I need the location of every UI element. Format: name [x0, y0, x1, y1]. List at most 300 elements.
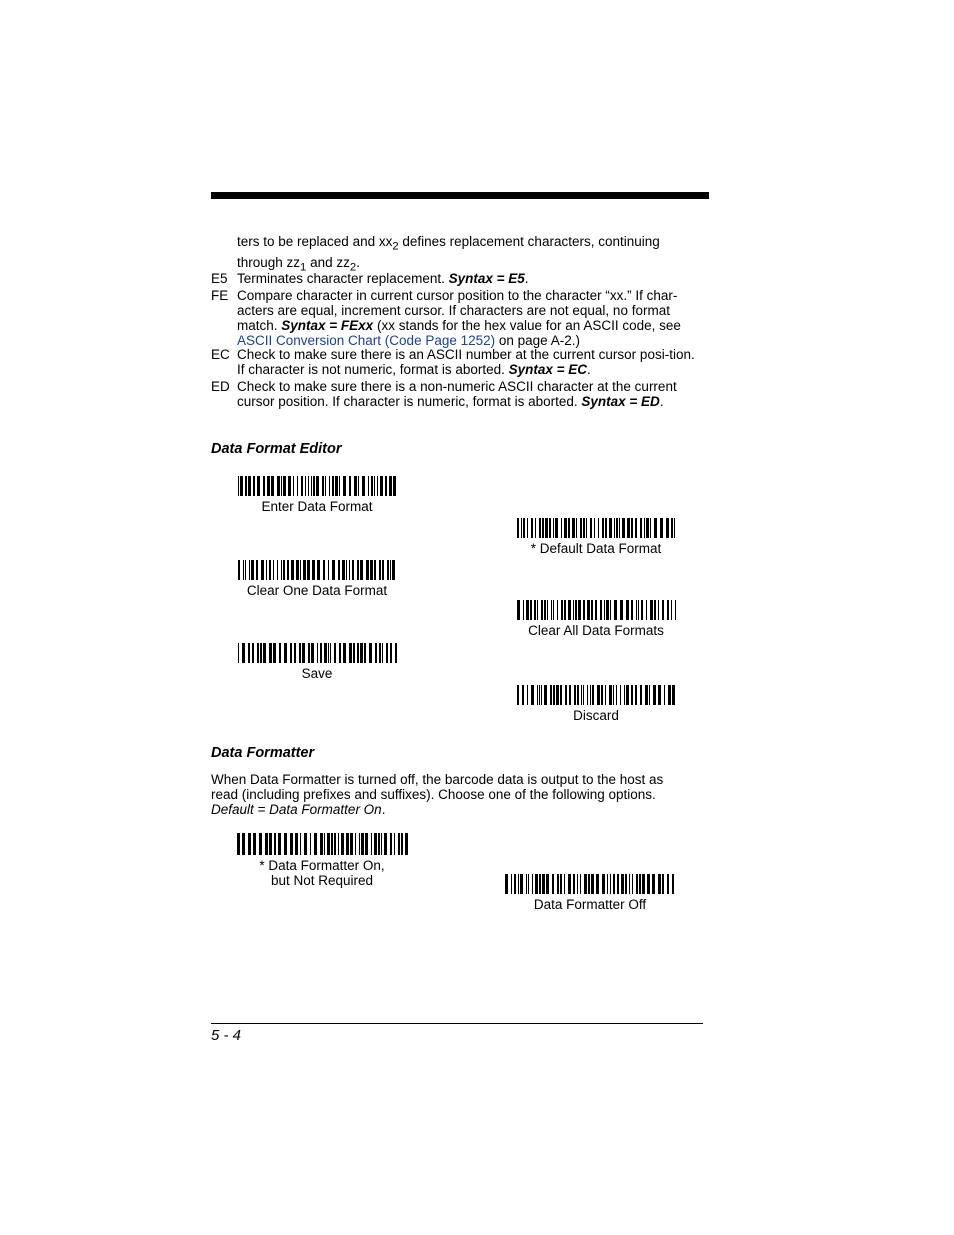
barcode-bar: [279, 643, 281, 663]
barcode-bar: [577, 874, 578, 894]
barcode-bar: [307, 560, 310, 580]
barcode-label: Save: [301, 666, 333, 681]
command-code: E5: [211, 271, 228, 286]
barcode-bar: [523, 600, 524, 620]
barcode-bar: [660, 518, 663, 538]
barcode-bar: [300, 833, 301, 855]
section-title-formatter: Data Formatter: [211, 745, 315, 761]
barcode-bar: [564, 874, 565, 894]
barcode-bar: [584, 874, 587, 894]
barcode-bar: [259, 833, 262, 855]
barcode-bar: [253, 833, 256, 855]
barcode-bar: [555, 518, 558, 538]
barcode-bar: [362, 476, 365, 496]
barcode-bar: [371, 476, 373, 496]
barcode-bar: [662, 600, 664, 620]
barcode-bar: [248, 476, 251, 496]
barcode-bar: [596, 874, 599, 894]
barcode-data-formatter-off[interactable]: [490, 874, 690, 912]
barcode-bar: [308, 643, 310, 663]
barcode-bar: [561, 600, 563, 620]
barcode-bar: [256, 560, 258, 580]
barcode-bar: [281, 476, 282, 496]
barcode-bar: [627, 518, 630, 538]
barcode-bar: [580, 874, 581, 894]
barcode-bar: [313, 476, 315, 496]
barcode-bar: [365, 833, 368, 855]
barcode-bar: [671, 600, 672, 620]
barcode-bar: [511, 874, 512, 894]
barcode-bar: [640, 518, 642, 538]
barcode-icon: [517, 518, 676, 538]
barcode-bar: [531, 685, 534, 705]
barcode-clear-all-data-formats[interactable]: [496, 600, 696, 638]
barcode-discard[interactable]: [496, 685, 696, 723]
barcode-bar: [392, 560, 395, 580]
barcode-bar: [277, 560, 278, 580]
subscript: 2: [349, 261, 357, 274]
barcode-bar: [518, 874, 519, 894]
barcode-bar: [547, 600, 548, 620]
intro-text: ters to be replaced and xx: [237, 234, 393, 249]
barcode-bar: [287, 560, 289, 580]
barcode-bar: [592, 685, 594, 705]
barcode-bar: [379, 560, 381, 580]
barcode-bar: [639, 874, 641, 894]
barcode-bar: [334, 833, 336, 855]
barcode-bar: [517, 518, 519, 538]
barcode-bar: [532, 874, 533, 894]
syntax: Syntax = ED: [581, 394, 660, 409]
barcode-bar: [580, 518, 582, 538]
barcode-bar: [641, 600, 643, 620]
barcode-bar: [384, 833, 387, 855]
barcode-bar: [302, 643, 305, 663]
barcode-bar: [564, 518, 567, 538]
barcode-bar: [534, 600, 536, 620]
command-code: ED: [211, 379, 230, 394]
barcode-bar: [273, 643, 276, 663]
syntax: Syntax = E5: [448, 271, 525, 286]
barcode-bar: [520, 874, 523, 894]
barcode-bar: [341, 833, 344, 855]
barcode-bar: [653, 685, 656, 705]
barcode-bar: [544, 685, 547, 705]
barcode-icon: [517, 685, 676, 705]
command-description: Compare character in current cursor position to the character “xx.” If char-acters are equal, increment cursor. If characters are not equal, no format match. Syntax = FExx (xx stands for the hex value for an ASCII code, see ASCII Conversion Chart (Code Page 1252) on page A-2.): [237, 288, 681, 348]
barcode-bar: [346, 560, 347, 580]
command-description: Check to make sure there is an ASCII number at the current cursor posi-tion. If character is not numeric, format is aborted. Syntax = EC.: [237, 347, 695, 377]
barcode-bar: [308, 476, 309, 496]
barcode-bar: [602, 518, 604, 538]
barcode-bar: [631, 685, 633, 705]
barcode-bar: [386, 643, 388, 663]
barcode-bar: [652, 874, 655, 894]
barcode-bar: [646, 518, 649, 538]
barcode-bar: [296, 560, 299, 580]
barcode-bar: [240, 476, 243, 496]
barcode-bar: [389, 476, 392, 496]
barcode-bar: [610, 874, 611, 894]
barcode-bar: [672, 685, 675, 705]
barcode-bar: [283, 476, 286, 496]
syntax: Syntax = FExx: [281, 318, 374, 333]
barcode-bar: [522, 685, 524, 705]
barcode-bar: [252, 643, 254, 663]
barcode-bar: [261, 560, 264, 580]
barcode-bar: [638, 600, 639, 620]
barcode-bar: [385, 476, 387, 496]
barcode-bar: [312, 560, 315, 580]
barcode-bar: [393, 476, 396, 496]
section-title-editor: Data Format Editor: [211, 441, 342, 457]
barcode-bar: [636, 600, 637, 620]
barcode-data-formatter-on[interactable]: [222, 833, 422, 888]
barcode-bar: [290, 833, 293, 855]
barcode-bar: [369, 643, 372, 663]
barcode-bar: [605, 518, 607, 538]
barcode-bar: [614, 518, 615, 538]
barcode-bar: [544, 600, 546, 620]
barcode-bar: [354, 476, 357, 496]
barcode-bar: [539, 685, 540, 705]
barcode-bar: [334, 643, 336, 663]
barcode-bar: [588, 874, 590, 894]
barcode-bar: [527, 685, 528, 705]
barcode-bar: [645, 685, 648, 705]
barcode-bar: [382, 643, 383, 663]
barcode-bar: [260, 643, 262, 663]
barcode-bar: [649, 685, 650, 705]
barcode-bar: [575, 600, 577, 620]
barcode-bar: [379, 643, 381, 663]
barcode-bar: [346, 833, 349, 855]
barcode-bar: [658, 874, 661, 894]
barcode-bar: [591, 874, 594, 894]
barcode-bar: [338, 833, 339, 855]
barcode-bar: [343, 643, 346, 663]
barcode-bar: [654, 518, 657, 538]
barcode-bar: [609, 685, 612, 705]
barcode-bar: [601, 685, 603, 705]
barcode-bar: [658, 600, 659, 620]
barcode-bar: [381, 833, 382, 855]
barcode-bar: [598, 518, 599, 538]
barcode-bar: [374, 560, 376, 580]
barcode-bar: [324, 833, 325, 855]
barcode-bar: [294, 643, 296, 663]
barcode-bar: [269, 643, 272, 663]
barcode-bar: [591, 600, 593, 620]
barcode-bar: [322, 476, 324, 496]
barcode-bar: [654, 600, 656, 620]
barcode-bar: [650, 600, 653, 620]
barcode-bar: [378, 833, 380, 855]
barcode-bar: [523, 518, 525, 538]
header-rule: [211, 192, 709, 199]
barcode-bar: [301, 476, 303, 496]
barcode-bar: [564, 600, 566, 620]
barcode-bar: [343, 476, 346, 496]
barcode-icon: [237, 833, 408, 855]
barcode-bar: [521, 518, 522, 538]
barcode-bar: [613, 685, 614, 705]
barcode-bar: [269, 833, 272, 855]
barcode-bar: [263, 476, 265, 496]
barcode-bar: [594, 518, 595, 538]
barcode-bar: [395, 643, 397, 663]
barcode-bar: [597, 685, 600, 705]
barcode-bar: [667, 600, 669, 620]
barcode-bar: [549, 518, 551, 538]
barcode-bar: [360, 643, 363, 663]
barcode-bar: [546, 874, 549, 894]
barcode-enter-data-format[interactable]: [217, 476, 417, 514]
barcode-bar: [622, 518, 625, 538]
barcode-bar: [590, 518, 592, 538]
syntax: Syntax = EC: [508, 362, 588, 377]
barcode-bar: [317, 560, 320, 580]
barcode-bar: [358, 476, 359, 496]
barcode-bar: [658, 685, 661, 705]
barcode-bar: [542, 874, 545, 894]
barcode-bar: [349, 643, 352, 663]
barcode-bar: [614, 600, 617, 620]
barcode-icon: [238, 643, 397, 663]
barcode-bar: [248, 643, 250, 663]
barcode-bar: [616, 518, 618, 538]
command-description: Check to make sure there is a non-numeric ASCII character at the current cursor position. If character is numeric, format is aborted. Syntax = ED.: [237, 379, 677, 409]
barcode-bar: [573, 874, 575, 894]
barcode-bar: [535, 874, 538, 894]
barcode-bar: [242, 643, 245, 663]
barcode-bar: [352, 560, 354, 580]
barcode-bar: [257, 476, 260, 496]
barcode-bar: [636, 874, 638, 894]
barcode-bar: [349, 476, 351, 496]
barcode-icon: [238, 560, 397, 580]
barcode-bar: [557, 600, 558, 620]
barcode-bar: [552, 874, 554, 894]
barcode-bar: [551, 600, 552, 620]
barcode-bar: [339, 476, 340, 496]
barcode-bar: [238, 643, 239, 663]
barcode-bar: [316, 476, 319, 496]
barcode-bar: [517, 600, 520, 620]
barcode-bar: [390, 643, 392, 663]
barcode-default-data-format[interactable]: [496, 518, 696, 556]
barcode-bar: [387, 560, 389, 580]
barcode-bar: [328, 560, 329, 580]
barcode-bar: [568, 600, 571, 620]
barcode-bar: [553, 600, 554, 620]
barcode-bar: [271, 476, 274, 496]
barcode-bar: [595, 600, 597, 620]
barcode-bar: [349, 560, 350, 580]
barcode-label: Clear One Data Format: [246, 583, 388, 598]
barcode-bar: [327, 833, 330, 855]
barcode-bar: [251, 560, 254, 580]
barcode-bar: [561, 518, 562, 538]
barcode-bar: [320, 833, 323, 855]
barcode-bar: [619, 518, 620, 538]
barcode-bar: [299, 643, 301, 663]
barcode-bar: [632, 874, 633, 894]
barcode-bar: [325, 476, 326, 496]
barcode-bar: [266, 560, 267, 580]
barcode-bar: [342, 560, 345, 580]
barcode-bar: [587, 600, 590, 620]
command-code: FE: [211, 288, 229, 303]
barcode-bar: [249, 560, 250, 580]
barcode-bar: [668, 685, 671, 705]
barcode-bar: [617, 874, 619, 894]
barcode-bar: [610, 600, 611, 620]
barcode-bar: [560, 685, 562, 705]
barcode-bar: [583, 600, 585, 620]
barcode-bar: [267, 476, 270, 496]
barcode-bar: [642, 874, 645, 894]
barcode-icon: [238, 476, 397, 496]
barcode-bar: [357, 643, 359, 663]
barcode-bar: [311, 643, 314, 663]
barcode-bar: [237, 833, 240, 855]
barcode-bar: [370, 560, 373, 580]
barcode-bar: [242, 833, 245, 855]
barcode-bar: [324, 643, 327, 663]
barcode-bar: [528, 874, 529, 894]
barcode-bar: [539, 874, 541, 894]
barcode-bar: [314, 833, 317, 855]
command-code: EC: [211, 347, 230, 362]
barcode-bar: [361, 833, 364, 855]
barcode-bar: [517, 685, 519, 705]
barcode-bar: [537, 600, 538, 620]
barcode-bar: [303, 560, 306, 580]
barcode-bar: [300, 560, 301, 580]
barcode-bar: [635, 518, 637, 538]
barcode-bar: [530, 600, 532, 620]
barcode-bar: [671, 518, 673, 538]
barcode-bar: [535, 518, 536, 538]
barcode-bar: [620, 685, 621, 705]
barcode-save[interactable]: [217, 643, 417, 681]
barcode-bar: [545, 518, 548, 538]
barcode-bar: [355, 833, 356, 855]
barcode-bar: [359, 833, 360, 855]
barcode-bar: [672, 874, 674, 894]
barcode-bar: [238, 560, 240, 580]
barcode-bar: [606, 600, 609, 620]
barcode-icon: [505, 874, 676, 894]
barcode-bar: [357, 560, 359, 580]
barcode-bar: [578, 600, 581, 620]
barcode-bar: [514, 874, 516, 894]
barcode-bar: [377, 476, 378, 496]
barcode-bar: [382, 560, 384, 580]
barcode-bar: [353, 643, 355, 663]
barcode-bar: [374, 476, 375, 496]
barcode-bar: [586, 518, 587, 538]
barcode-bar: [577, 685, 579, 705]
barcode-bar: [624, 685, 625, 705]
barcode-bar: [550, 685, 552, 705]
barcode-bar: [600, 600, 602, 620]
barcode-label: Discard: [573, 708, 619, 723]
barcode-bar: [541, 685, 542, 705]
barcode-bar: [371, 833, 372, 855]
barcode-bar: [576, 518, 577, 538]
barcode-bar: [257, 643, 259, 663]
barcode-bar: [284, 643, 287, 663]
barcode-bar: [569, 685, 571, 705]
barcode-label: Data Formatter Off: [533, 897, 647, 912]
barcode-bar: [631, 518, 633, 538]
barcode-bar: [553, 518, 554, 538]
barcode-bar: [626, 685, 629, 705]
barcode-bar: [560, 874, 562, 894]
barcode-bar: [556, 685, 559, 705]
barcode-bar: [317, 643, 318, 663]
barcode-bar: [541, 600, 543, 620]
barcode-bar: [674, 518, 675, 538]
barcode-bar: [568, 874, 571, 894]
barcode-bar: [364, 643, 366, 663]
barcode-bar: [238, 476, 239, 496]
subscript: 1: [300, 261, 307, 274]
barcode-bar: [613, 874, 615, 894]
page-number: 5 - 4: [211, 1027, 242, 1044]
barcode-bar: [581, 685, 582, 705]
barcode-bar: [590, 685, 591, 705]
barcode-bar: [339, 643, 341, 663]
barcode-bar: [537, 685, 538, 705]
barcode-bar: [243, 560, 244, 580]
barcode-bar: [269, 560, 271, 580]
barcode-bar: [539, 518, 541, 538]
barcode-bar: [295, 833, 298, 855]
barcode-bar: [297, 476, 298, 496]
command-description: Terminates character replacement. Syntax = E5.: [237, 271, 529, 286]
ascii-chart-link[interactable]: ASCII Conversion Chart (Code Page 1252): [237, 333, 496, 348]
barcode-bar: [332, 476, 334, 496]
barcode-bar: [311, 476, 312, 496]
barcode-bar: [565, 685, 567, 705]
barcode-bar: [621, 874, 624, 894]
barcode-bar: [394, 833, 395, 855]
barcode-bar: [329, 476, 330, 496]
barcode-bar: [331, 833, 333, 855]
barcode-bar: [360, 560, 363, 580]
barcode-bar: [375, 643, 377, 663]
barcode-bar: [332, 560, 335, 580]
barcode-clear-one-data-format[interactable]: [217, 560, 417, 598]
barcode-bar: [390, 833, 392, 855]
barcode-bar: [305, 476, 306, 496]
barcode-bar: [253, 476, 255, 496]
barcode-bar: [398, 833, 400, 855]
default-note: Default = Data Formatter On: [211, 802, 382, 817]
barcode-bar: [629, 874, 630, 894]
barcode-bar: [288, 476, 291, 496]
barcode-bar: [666, 518, 669, 538]
barcode-bar: [557, 874, 559, 894]
barcode-bar: [667, 874, 669, 894]
barcode-bar: [609, 518, 612, 538]
barcode-bar: [291, 560, 294, 580]
barcode-bar: [644, 518, 645, 538]
intro-text: defines replacement characters, continuing: [398, 234, 660, 249]
